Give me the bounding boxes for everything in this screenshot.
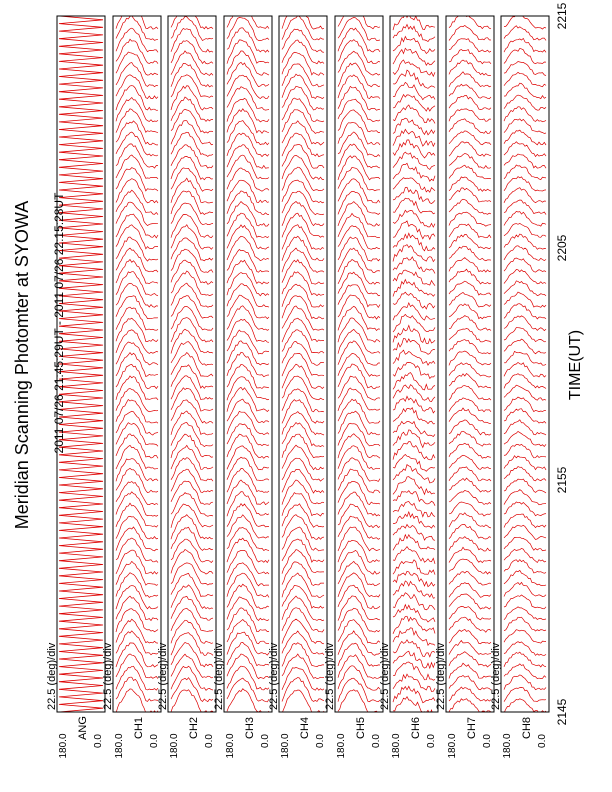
scan-trace [393, 95, 435, 112]
scan-trace [227, 352, 269, 376]
panel-ytick-top: 180.0 [280, 733, 291, 759]
scan-trace [449, 269, 491, 284]
panel-ytick-top: 180.0 [391, 733, 402, 759]
scan-trace [504, 62, 546, 76]
trace-group-ch6 [393, 13, 435, 715]
panel-ytick-top: 180.0 [502, 733, 513, 759]
scan-trace [449, 234, 491, 248]
scan-trace [504, 304, 546, 319]
scan-trace [171, 654, 213, 678]
scan-trace [338, 167, 380, 190]
scan-trace [449, 199, 491, 214]
scan-trace [393, 442, 435, 460]
scan-trace [116, 121, 158, 145]
scan-trace [449, 594, 491, 609]
scan-trace [504, 444, 546, 458]
scan-trace [449, 329, 491, 343]
trace-group-ch3 [227, 5, 269, 714]
scan-trace [504, 177, 546, 191]
scan-trace [338, 306, 380, 330]
panel-ch3 [213, 5, 272, 759]
scan-trace [282, 550, 324, 574]
panel-ch4 [268, 4, 327, 758]
scan-trace [393, 628, 435, 646]
scan-trace [504, 351, 546, 365]
scan-trace [504, 188, 546, 203]
scan-trace [227, 5, 269, 29]
scan-trace [504, 362, 546, 377]
scan-trace [116, 609, 158, 632]
scan-trace [338, 260, 380, 285]
scan-trace [227, 642, 269, 665]
scan-trace [338, 272, 380, 296]
scan-trace [504, 48, 546, 63]
scan-trace [393, 152, 435, 169]
scan-trace [338, 156, 380, 180]
panel-channel-label: CH6 [410, 716, 422, 740]
scan-trace [338, 492, 380, 516]
scan-trace [449, 675, 491, 690]
scan-trace [227, 584, 269, 609]
scan-trace [449, 408, 491, 423]
scan-trace [171, 608, 213, 631]
scan-trace [282, 690, 324, 714]
scan-trace [171, 249, 213, 272]
scan-trace [116, 561, 158, 585]
scan-trace [393, 421, 435, 436]
scan-trace [449, 340, 491, 354]
scan-trace [338, 527, 380, 551]
scan-trace [504, 467, 546, 481]
panel-ytick-bottom: 0.0 [482, 734, 493, 748]
scan-trace [393, 362, 435, 378]
panel-scale-label: 22.5 (deg)/div [324, 642, 336, 710]
panel-ytick-bottom: 0.0 [149, 734, 160, 748]
scan-trace [504, 14, 546, 29]
scan-trace [393, 350, 435, 365]
scan-trace [393, 616, 435, 634]
scan-trace [504, 548, 546, 562]
trace-group-ch5 [338, 5, 380, 713]
scan-trace [171, 203, 213, 225]
scan-trace [449, 617, 491, 632]
scan-trace [116, 516, 158, 539]
scan-trace [171, 28, 213, 52]
panel-scale-label: 22.5 (deg)/div [435, 642, 447, 710]
scan-trace [449, 316, 491, 331]
scan-trace [504, 675, 546, 690]
scan-trace [116, 550, 158, 574]
scan-trace [504, 420, 546, 435]
scan-trace [338, 123, 380, 145]
scan-trace [282, 225, 324, 250]
scan-trace [282, 400, 324, 424]
scan-trace [282, 236, 324, 261]
scan-trace [116, 643, 158, 667]
panel-channel-label: CH7 [466, 716, 478, 740]
panel-ch5 [324, 5, 383, 759]
panel-ytick-bottom: 0.0 [537, 734, 548, 748]
scan-trace [393, 385, 435, 402]
scan-trace [504, 537, 546, 551]
scan-trace [504, 130, 546, 145]
scan-trace [449, 687, 491, 701]
scan-trace [338, 318, 380, 342]
panel-channel-label: CH4 [299, 716, 311, 740]
x-tick-label: 2215 [555, 2, 569, 30]
scan-trace [393, 187, 435, 203]
scan-trace [504, 316, 546, 331]
scan-trace [449, 490, 491, 504]
panel-ch1 [102, 6, 161, 759]
scan-trace [338, 237, 380, 261]
scan-trace [504, 570, 546, 585]
scan-trace [449, 224, 491, 238]
panel-ytick-top: 180.0 [336, 733, 347, 759]
panel-frame [279, 16, 327, 712]
scan-trace [449, 525, 491, 540]
scan-trace [504, 72, 546, 86]
scan-trace [393, 118, 435, 135]
scan-trace [338, 285, 380, 308]
panel-ytick-bottom: 0.0 [315, 734, 326, 748]
scan-trace [449, 96, 491, 110]
scan-trace [504, 490, 546, 505]
scan-trace [338, 690, 380, 714]
scan-trace [338, 295, 380, 319]
scan-trace [504, 560, 546, 574]
scan-trace [449, 25, 491, 40]
scan-trace [393, 233, 435, 251]
scan-trace [227, 295, 269, 319]
panel-ytick-bottom: 0.0 [93, 734, 104, 748]
panel-channel-label: CH3 [244, 716, 256, 740]
scan-trace [449, 39, 491, 53]
x-tick-label: 2145 [555, 698, 569, 726]
scan-trace [449, 15, 491, 29]
scan-trace [338, 540, 380, 562]
scan-trace [282, 29, 324, 52]
panel-scale-label: 22.5 (deg)/div [213, 642, 225, 710]
x-tick-label: 2205 [555, 234, 569, 262]
scan-trace [282, 596, 324, 621]
scan-trace [338, 388, 380, 411]
scan-trace [449, 386, 491, 401]
scan-trace [504, 95, 546, 110]
trace-group-ch2 [171, 5, 213, 713]
panel-frame [113, 16, 161, 712]
scan-trace [393, 105, 435, 124]
scan-trace [171, 51, 213, 76]
panel-ytick-bottom: 0.0 [371, 734, 382, 748]
scan-trace [449, 119, 491, 134]
scan-trace [504, 525, 546, 539]
panel-channel-label: CH5 [355, 716, 367, 740]
scan-trace [282, 296, 324, 319]
scan-trace [449, 60, 491, 75]
scan-trace [449, 84, 491, 98]
scan-trace [171, 353, 213, 377]
panel-scale-label: 22.5 (deg)/div [379, 642, 391, 710]
scan-trace [504, 270, 546, 284]
panel-ytick-top: 180.0 [225, 733, 236, 759]
scan-trace [338, 51, 380, 75]
scan-trace [116, 168, 158, 191]
scan-trace [449, 478, 491, 492]
scan-trace [449, 571, 491, 585]
panel-scale-label: 22.5 (deg)/div [490, 642, 502, 710]
scan-trace [449, 363, 491, 377]
scan-trace [393, 512, 435, 528]
scan-trace [116, 330, 158, 354]
panel-ytick-top: 180.0 [447, 733, 458, 759]
scan-trace [393, 325, 435, 343]
scan-trace [282, 469, 324, 493]
scan-trace [504, 502, 546, 516]
scan-trace [227, 109, 269, 134]
x-axis-label: TIME(UT) [567, 329, 584, 401]
scan-trace [393, 547, 435, 564]
scan-trace [282, 145, 324, 169]
scan-trace [393, 581, 435, 598]
scan-trace [282, 272, 324, 296]
scan-trace [116, 296, 158, 319]
scan-trace [227, 515, 269, 538]
scan-trace [504, 630, 546, 643]
scan-trace [504, 607, 546, 620]
scan-trace [282, 562, 324, 586]
scan-trace [504, 328, 546, 342]
x-tick-label: 2155 [555, 466, 569, 494]
scan-trace [171, 666, 213, 690]
scan-trace [338, 399, 380, 423]
scan-trace [393, 37, 435, 54]
scan-trace [393, 178, 435, 193]
panel-ytick-top: 180.0 [169, 733, 180, 759]
scan-trace [227, 387, 269, 411]
scan-trace [504, 617, 546, 631]
panel-ch6 [379, 13, 438, 759]
scan-trace [393, 560, 435, 575]
panel-ch2 [157, 5, 216, 758]
panel-channel-label: CH8 [521, 716, 533, 740]
scan-trace [504, 652, 546, 667]
scan-trace [449, 109, 491, 122]
panel-scale-label: 22.5 (deg)/div [102, 642, 114, 710]
panel-ytick-top: 180.0 [114, 733, 125, 759]
scan-trace [504, 688, 546, 702]
scan-trace [116, 654, 158, 679]
panel-channel-label: CH1 [133, 716, 145, 740]
panel-scale-label: 22.5 (deg)/div [157, 642, 169, 710]
scan-trace [504, 142, 546, 157]
scan-trace [449, 547, 491, 562]
scan-trace [282, 631, 324, 655]
scan-trace [504, 397, 546, 412]
scan-trace [282, 445, 324, 470]
panel-scale-label: 22.5 (deg)/div [46, 642, 58, 710]
scan-trace [171, 481, 213, 504]
scan-trace [504, 595, 546, 609]
scan-trace [504, 339, 546, 354]
scan-trace [171, 342, 213, 366]
scan-trace [504, 234, 546, 249]
scan-trace [449, 559, 491, 574]
scan-trace [504, 642, 546, 656]
scan-trace [227, 434, 269, 458]
scan-trace [393, 686, 435, 702]
scan-trace [227, 319, 269, 342]
scan-trace [282, 180, 324, 203]
scan-trace [393, 82, 435, 99]
scan-trace [504, 514, 546, 528]
panel-channel-label: ANG [77, 716, 89, 740]
scan-trace [393, 257, 435, 274]
panel-channel-label: CH2 [188, 716, 200, 740]
trace-group-ch4 [282, 4, 324, 713]
scan-trace [393, 455, 435, 472]
scan-trace [393, 140, 435, 158]
scan-trace [449, 699, 491, 713]
scan-trace [227, 480, 269, 505]
scan-trace [504, 409, 546, 424]
scan-trace [504, 211, 546, 226]
scan-trace [504, 456, 546, 470]
panel-ytick-bottom: 0.0 [426, 734, 437, 748]
scan-trace [393, 525, 435, 541]
scan-trace [282, 389, 324, 412]
scan-trace [227, 411, 269, 434]
panel-scale-label: 22.5 (deg)/div [268, 642, 280, 710]
scan-trace [116, 376, 158, 400]
panel-ytick-top: 180.0 [58, 733, 69, 759]
scan-trace [227, 563, 269, 586]
scan-trace [282, 110, 324, 134]
scan-trace [338, 202, 380, 226]
trace-group-ch1 [116, 6, 158, 714]
scan-trace [449, 212, 491, 226]
scan-trace [338, 550, 380, 574]
scan-trace [116, 468, 158, 492]
scan-trace [227, 180, 269, 202]
scan-trace [449, 258, 491, 273]
chart-subtitle: 2011 07/26 21:45:29UT - 2011 07/26 22:15:28UT [52, 192, 66, 454]
scan-trace [171, 271, 213, 296]
scan-trace [393, 163, 435, 181]
scan-trace [449, 177, 491, 191]
scan-trace [116, 202, 158, 226]
panel-ytick-bottom: 0.0 [260, 734, 271, 748]
scan-trace [116, 75, 158, 99]
scan-trace [338, 179, 380, 203]
scan-trace [338, 18, 380, 41]
scan-trace [449, 443, 491, 458]
chart-title: Meridian Scanning Photomter at SYOWA [12, 200, 32, 530]
panel-ch7 [435, 15, 494, 759]
scan-trace [449, 398, 491, 412]
scan-trace [449, 467, 491, 481]
scan-trace [227, 191, 269, 215]
scan-trace [116, 666, 158, 690]
trace-group-ch8 [504, 14, 546, 713]
scan-trace [338, 585, 380, 609]
scan-trace [282, 98, 324, 122]
trace-group-ch7 [449, 15, 491, 713]
scan-trace [282, 480, 324, 505]
scan-trace [393, 210, 435, 227]
scan-trace [338, 469, 380, 493]
scan-trace [171, 400, 213, 423]
scan-trace [338, 213, 380, 237]
scan-trace [393, 280, 435, 297]
scan-trace [116, 63, 158, 87]
scan-trace [171, 97, 213, 121]
scan-trace [171, 41, 213, 64]
scan-trace [116, 179, 158, 203]
scan-trace [449, 304, 491, 319]
scan-trace [504, 38, 546, 52]
panels-group [46, 4, 549, 758]
scan-trace [504, 479, 546, 493]
scan-trace [227, 168, 269, 191]
scan-trace [282, 573, 324, 597]
scan-trace [227, 284, 269, 307]
panel-ch8 [490, 14, 549, 758]
scan-trace [282, 515, 324, 540]
scan-trace [449, 513, 491, 528]
scan-trace [227, 538, 269, 562]
scan-trace [393, 430, 435, 448]
scan-trace [282, 284, 324, 307]
scan-trace [449, 142, 491, 157]
scan-trace [171, 86, 213, 110]
scan-trace [393, 129, 435, 146]
scan-trace [504, 200, 546, 215]
scan-trace [116, 445, 158, 469]
scan-trace [504, 699, 546, 714]
scan-trace [338, 5, 380, 29]
scan-trace [227, 689, 269, 714]
scan-trace [393, 245, 435, 262]
scan-trace [449, 606, 491, 619]
panel-ytick-bottom: 0.0 [204, 734, 215, 748]
